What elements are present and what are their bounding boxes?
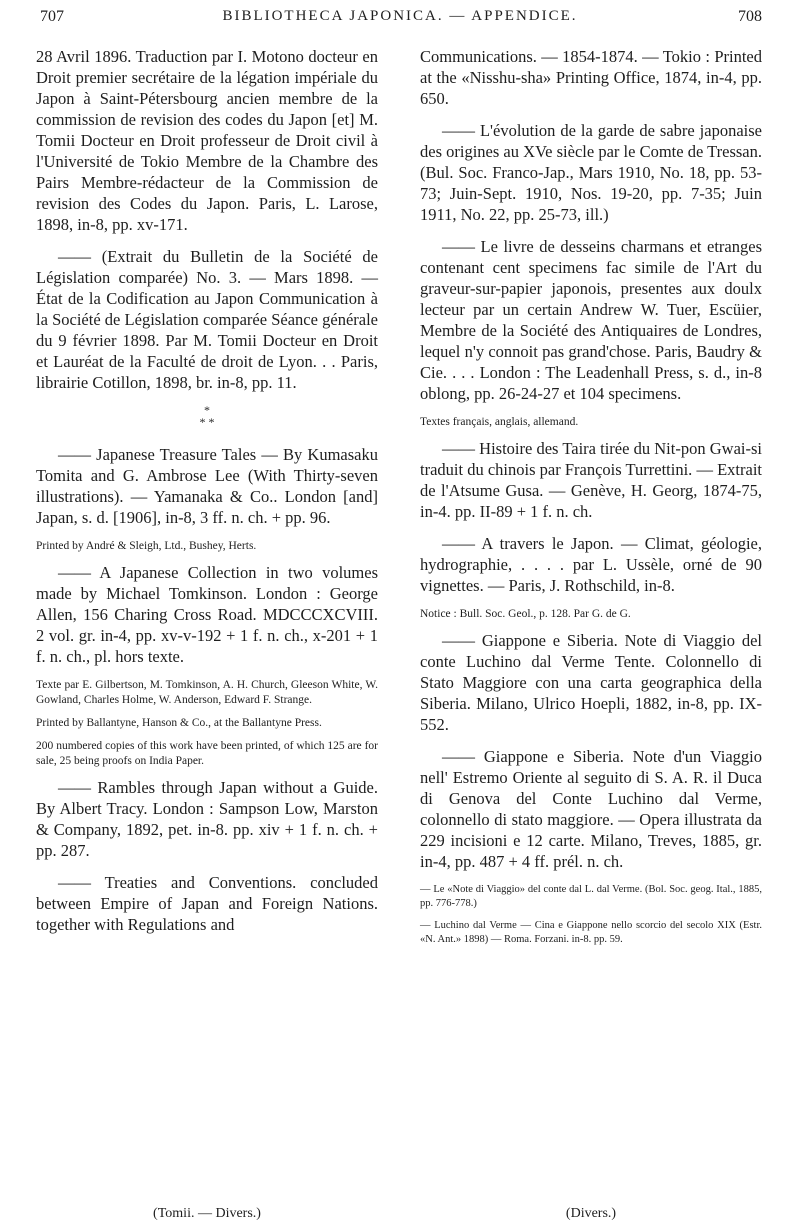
page-number-right: 708: [738, 8, 762, 25]
bib-entry: —— Giappone e Siberia. Note d'un Viaggio nell' Estremo Oriente al seguito di S. A. R. il Duca di Genova del Conte Luchino dal Verme, colonnello di stato maggiore. — Opera illustrata da 229 incisioni e 12 carte. Milano, Treves, 1885, gr. in-4, pp. 487 + 4 ff. prél. n. ch.: [420, 747, 762, 871]
bib-note: Textes français, anglais, allemand.: [420, 416, 579, 428]
left-column: [36, 46, 378, 946]
bib-entry: —— A travers le Japon. — Climat, géologie, hydrographie, . . . . par L. Ussèle, orné de 90 vignettes. — Paris, J. Rothschild, in-8.: [420, 534, 762, 595]
footer-right: (Divers.): [565, 1206, 617, 1221]
right-column: [420, 46, 762, 955]
bib-entry: —— Treaties and Conventions. concluded between Empire of Japan and Foreign Nations. together with Regulations and: [36, 873, 378, 934]
bib-note: — Luchino dal Verme — Cina e Giappone nello scorcio del secolo XIX (Estr. «N. Ant.» 1898) — Roma. Forzani. in-8. pp. 59.: [420, 920, 762, 945]
page-number-left: 707: [40, 8, 64, 25]
section-separator: [36, 404, 378, 428]
bib-entry: Communications. — 1854-1874. — Tokio : Printed at the «Nisshu-sha» Printing Office, 1874, in-4, pp. 650.: [420, 47, 762, 108]
separator-stars-bottom: * *: [199, 415, 215, 429]
bib-entry: —— Japanese Treasure Tales — By Kumasaku Tomita and G. Ambrose Lee (With Thirty-seven illustrations). — Yamanaka & Co.. London [and] Japan, s. d. [1906], in-8, 3 ff. n. ch. + pp. 96.: [36, 445, 378, 527]
bib-note: Texte par E. Gilbertson, M. Tomkinson, A. H. Church, Gleeson White, W. Gowland, Charles Holme, W. Anderson, Edward F. Strange.: [36, 679, 378, 706]
bib-entry: 28 Avril 1896. Traduction par I. Motono docteur en Droit premier secrétaire de la légation impériale du Japon à Saint-Pétersbourg ancien membre de la commission de revision des codes du Japon [et] M. Tomii Docteur en Droit professeur de Droit civil à l'Université de Tokio Membre de la Chambre des Pairs Membre-rédacteur de la Commission de revision des Codes du Japon. Paris, L. Larose, 1898, in-8, pp. xv-171.: [36, 47, 378, 234]
page-header: [0, 0, 800, 40]
bib-entry: —— A Japanese Collection in two volumes made by Michael Tomkinson. London : George Allen, 156 Charing Cross Road. MDCCCXCVIII. 2 vol. gr. in-4, pp. xv-v-192 + 1 f. n. ch., x-201 + 1 f. n. ch., pl. hors texte.: [36, 563, 378, 666]
bib-entry: —— L'évolution de la garde de sabre japonaise des origines au XVe siècle par le Comte de Tressan. (Bul. Soc. Franco-Jap., Mars 1910, No. 18, pp. 53-73; Juin-Sept. 1910, Nos. 19-20, pp. 7-35; Juin 1911, No. 22, pp. 25-73, ill.): [420, 121, 762, 224]
bib-entry: —— Giappone e Siberia. Note di Viaggio del conte Luchino dal Verme Tente. Colonnello di Stato Maggiore con una carta geographica della Siberia. Milano, Ulrico Hoepli, 1882, in-8, pp. IX-552.: [420, 631, 762, 734]
footer-left: (Tomii. — Divers.): [153, 1206, 261, 1221]
bib-entry: —— Rambles through Japan without a Guide. By Albert Tracy. London : Sampson Low, Marston & Company, 1892, pet. in-8. pp. xiv + 1 f. n. ch. + pp. 287.: [36, 778, 378, 860]
running-title: BIBLIOTHECA JAPONICA. — APPENDICE.: [222, 8, 578, 24]
bib-note: Printed by Ballantyne, Hanson & Co., at the Ballantyne Press.: [36, 717, 322, 729]
bib-note: Notice : Bull. Soc. Geol., p. 128. Par G. de G.: [420, 608, 631, 620]
bib-note: 200 numbered copies of this work have been printed, of which 125 are for sale, 25 being proofs on India Paper.: [36, 740, 378, 767]
bib-entry: —— Le livre de desseins charmans et etranges contenant cent specimens fac simile de l'Art du graveur-sur-papier japonois, presentes aux doulx lecteur par un certain Andrew W. Tuer, Escüier, Membre de la Société des Antiquaires de Londres, lequel n'y connoit pas grand'chose. Paris, Baudry & Cie. . . . London : The Leadenhall Press, s. d., in-8 oblong, pp. 26-24-27 et 104 specimens.: [420, 237, 762, 403]
bib-note: — Le «Note di Viaggio» del conte dal L. dal Verme. (Bol. Soc. geog. Ital., 1885, pp. 776-778.): [420, 884, 762, 909]
bib-entry: —— (Extrait du Bulletin de la Société de Législation comparée) No. 3. — Mars 1898. — État de la Codification au Japon Communication à la Société de Législation comparée Séance générale du 9 février 1898. Par M. Tomii Docteur en Droit et Lauréat de la Faculté de droit de Lyon. . . Paris, librairie Cotillon, 1898, br. in-8, pp. 11.: [36, 247, 378, 392]
bib-entry: —— Histoire des Taira tirée du Nit-pon Gwai-si traduit du chinois par François Turrettini. — Extrait de l'Atsume Gusa. — Genève, H. Georg, 1874-75, in-4. pp. II-89 + 1 f. n. ch.: [420, 439, 762, 521]
bib-note: Printed by André & Sleigh, Ltd., Bushey, Herts.: [36, 540, 257, 552]
separator-star-top: *: [204, 403, 210, 417]
